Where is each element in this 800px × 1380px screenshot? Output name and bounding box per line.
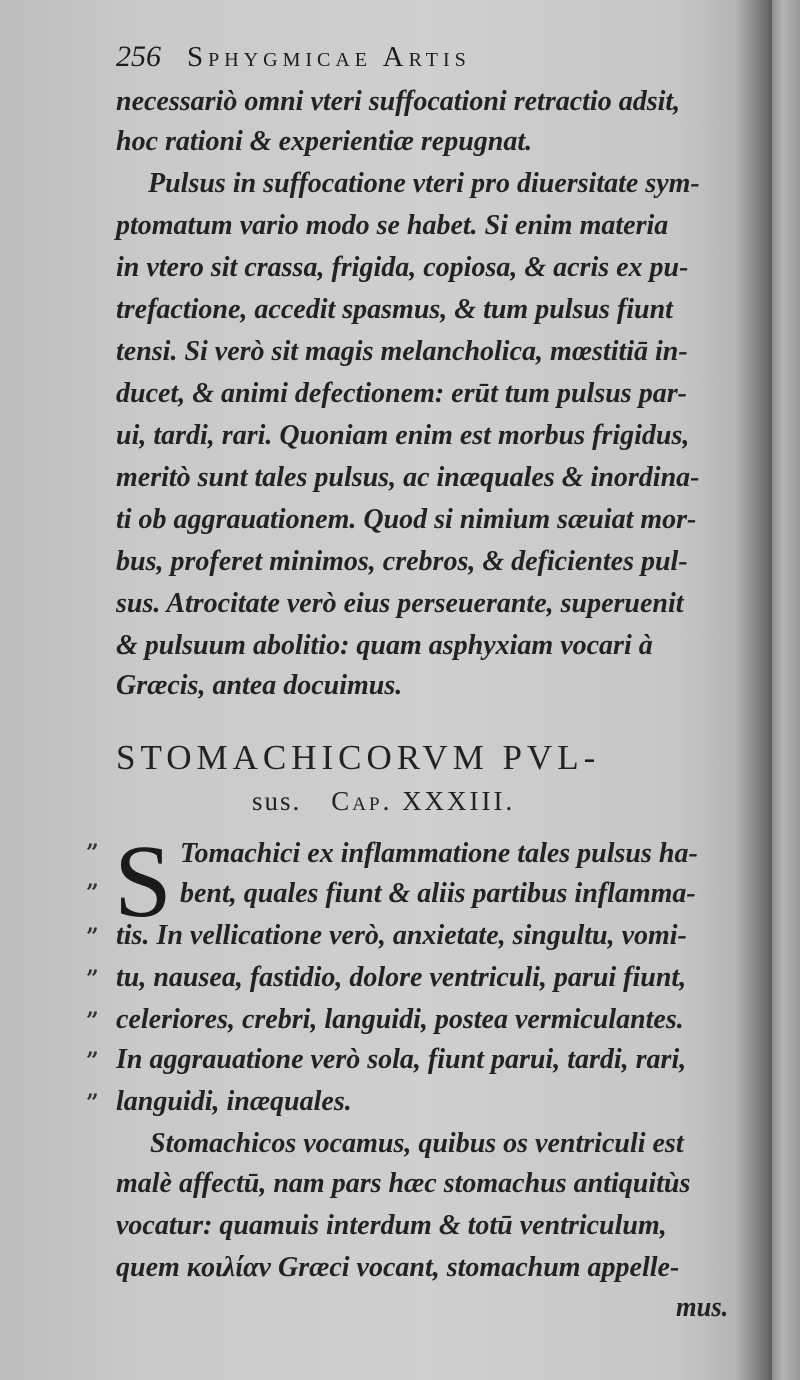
gutter-shadow xyxy=(736,0,772,1380)
quotation-marker: ” xyxy=(86,1048,99,1074)
running-title: Sphygmicae Artis xyxy=(187,41,471,73)
summary-line: In aggrauatione verò sola, fiunt parui, tardi, rari, xyxy=(116,1044,687,1075)
summary-line: tu, nausea, fastidio, dolore ventriculi, parui fiunt, xyxy=(116,962,687,993)
binding-edge xyxy=(772,0,800,1380)
quotation-marker: ” xyxy=(86,880,99,906)
body-line: Stomachicos vocamus, quibus os ventriculi est xyxy=(150,1128,684,1159)
body-line: ptomatum vario modo se habet. Si enim materia xyxy=(116,210,669,241)
quotation-marker: ” xyxy=(86,840,99,866)
summary-line: languidi, inæquales. xyxy=(116,1086,352,1117)
summary-line: celeriores, crebri, languidi, postea vermiculantes. xyxy=(116,1004,684,1035)
body-line: vocatur: quamuis interdum & totū ventriculum, xyxy=(116,1210,667,1241)
body-line: hoc rationi & experientiæ repugnat. xyxy=(116,126,533,157)
body-line: necessariò omni vteri suffocationi retractio adsit, xyxy=(116,86,681,117)
summary-line: tis. In vellicatione verò, anxietate, singultu, vomi- xyxy=(116,920,687,951)
summary-line: Tomachici ex inflammatione tales pulsus ha- xyxy=(180,838,698,869)
quotation-marker: ” xyxy=(86,1008,99,1034)
body-line: tensi. Si verò sit magis melancholica, mœstitiā in- xyxy=(116,336,688,367)
chapter-number: Cap. XXXIII. xyxy=(331,786,516,816)
body-line: quem κοιλίαν Græci vocant, stomachum appelle- xyxy=(116,1252,680,1283)
chapter-subheading xyxy=(252,786,515,817)
heading-continuation: sus. xyxy=(252,786,302,816)
quotation-marker: ” xyxy=(86,1090,99,1116)
chapter-heading: STOMACHICORVM PVL- xyxy=(116,738,601,777)
body-line: in vtero sit crassa, frigida, copiosa, & acris ex pu- xyxy=(116,252,689,283)
body-line: & pulsuum abolitio: quam asphyxiam vocari à xyxy=(116,630,653,661)
body-line: Græcis, antea docuimus. xyxy=(116,670,403,701)
body-line: ti ob aggrauationem. Quod si nimium sæuiat mor- xyxy=(116,504,697,535)
running-header xyxy=(116,40,471,80)
quotation-marker: ” xyxy=(86,924,99,950)
summary-line: bent, quales fiunt & aliis partibus inflamma- xyxy=(180,878,696,909)
body-line: meritò sunt tales pulsus, ac inæquales & inordina- xyxy=(116,462,700,493)
body-line: bus, proferet minimos, crebros, & deficientes pul- xyxy=(116,546,688,577)
body-line: malè affectū, nam pars hæc stomachus antiquitùs xyxy=(116,1168,691,1199)
quotation-marker: ” xyxy=(86,966,99,992)
body-line: ducet, & animi defectionem: erūt tum pulsus par- xyxy=(116,378,687,409)
body-line: Pulsus in suffocatione vteri pro diuersitate sym- xyxy=(148,168,700,199)
drop-cap: S xyxy=(114,824,172,939)
page-number: 256 xyxy=(116,40,161,73)
body-line: sus. Atrocitate verò eius perseuerante, superuenit xyxy=(116,588,684,619)
body-line: mus. xyxy=(676,1292,729,1323)
body-line: ui, tardi, rari. Quoniam enim est morbus frigidus, xyxy=(116,420,690,451)
body-line: trefactione, accedit spasmus, & tum pulsus fiunt xyxy=(116,294,673,325)
